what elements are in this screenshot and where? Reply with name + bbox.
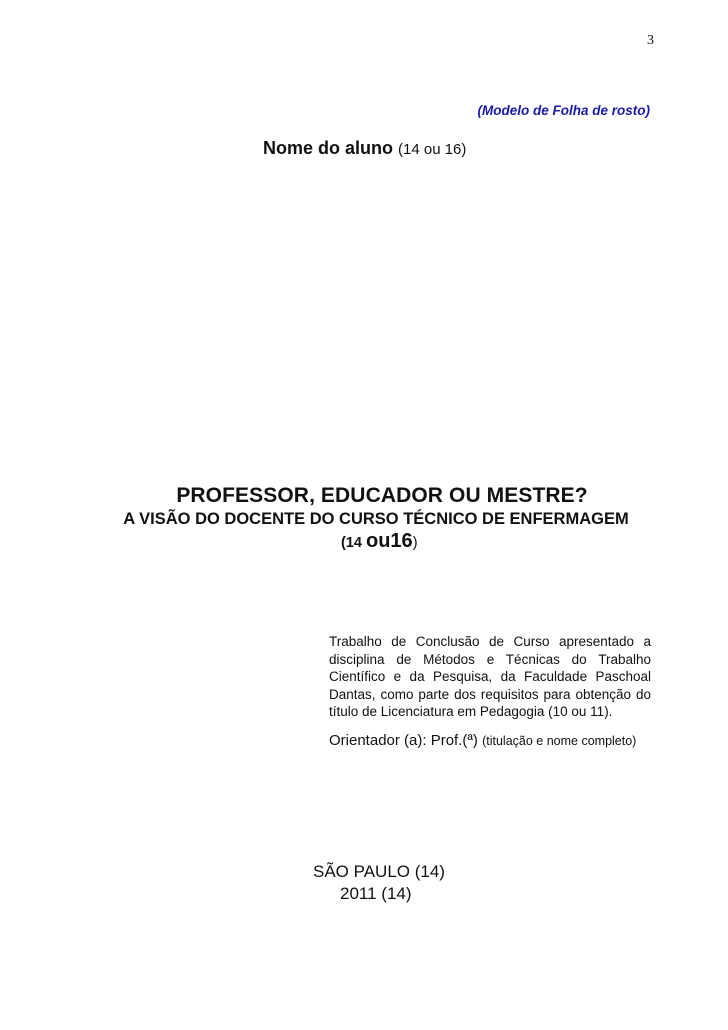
description-line: disciplina de Métodos e Técnicas do Trabalho xyxy=(329,651,651,667)
title-main: PROFESSOR, EDUCADOR OU MESTRE? xyxy=(176,484,588,507)
description-paragraph xyxy=(329,633,651,721)
footer-year: 2011 (14) xyxy=(340,884,412,903)
author-name: Nome do aluno xyxy=(263,138,393,158)
description-line: título de Licenciatura em Pedagogia (10 ou 11). xyxy=(329,704,613,719)
advisor-note: (titulação e nome completo) xyxy=(482,734,637,748)
title-subtitle: A VISÃO DO DOCENTE DO CURSO TÉCNICO DE ENFERMAGEM xyxy=(123,510,629,528)
title-size-note-value: ou16 xyxy=(366,530,413,552)
title-size-note xyxy=(341,530,418,553)
author-line xyxy=(263,138,466,159)
title-size-note-close: ) xyxy=(412,535,418,551)
description-line: Científico e da Pesquisa, da Faculdade Paschoal xyxy=(329,669,651,684)
description-line: Dantas, como parte dos requisitos para obtenção do xyxy=(329,686,651,702)
page-number: 3 xyxy=(647,33,654,48)
footer-city: SÃO PAULO (14) xyxy=(313,862,445,881)
advisor-line xyxy=(329,732,636,749)
author-size-note: (14 ou 16) xyxy=(398,141,467,158)
model-label: (Modelo de Folha de rosto) xyxy=(477,103,650,118)
advisor-label: Orientador (a): Prof.(ª) xyxy=(329,732,483,749)
description-line: Trabalho de Conclusão de Curso apresentado a xyxy=(329,634,651,649)
title-size-note-open: (14 xyxy=(341,535,366,551)
